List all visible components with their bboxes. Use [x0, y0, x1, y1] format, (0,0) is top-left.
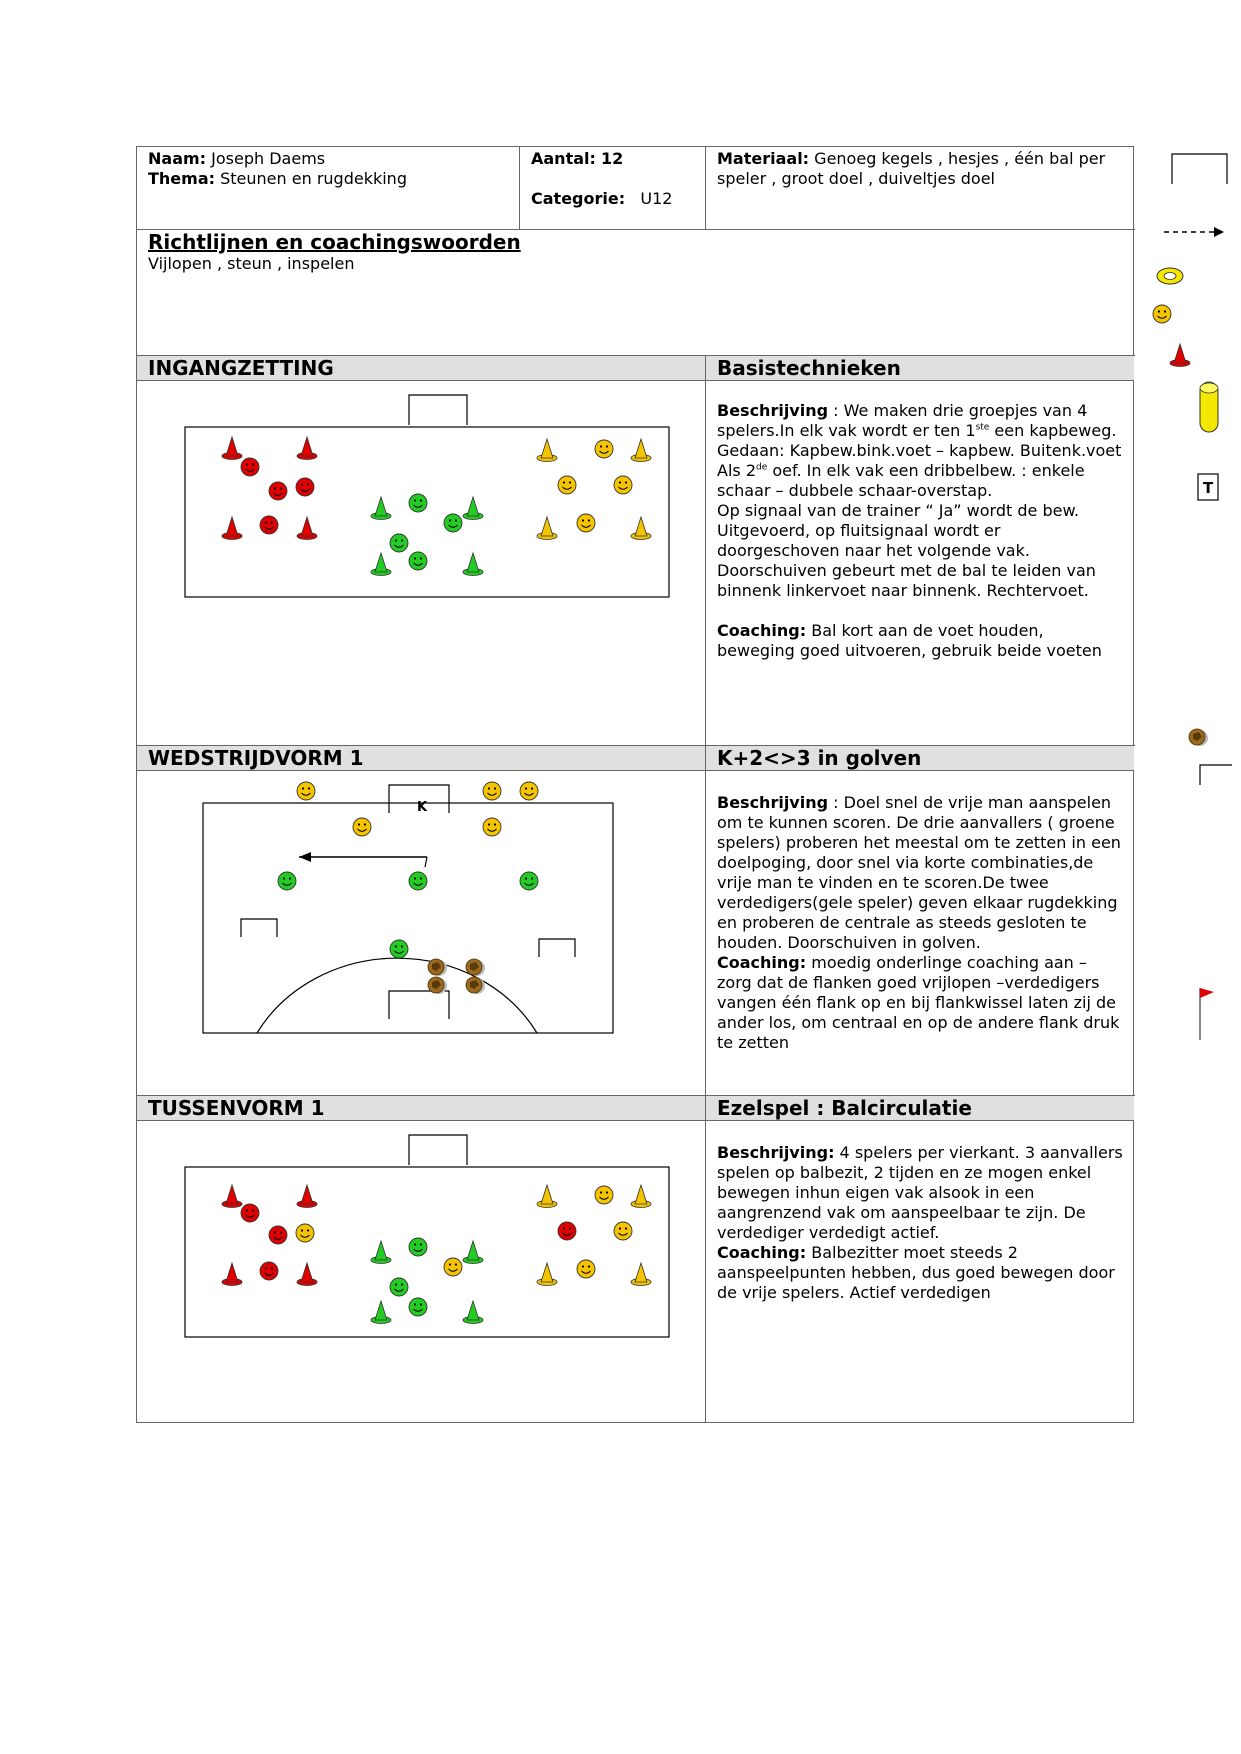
legend-arrow-head [1214, 227, 1224, 237]
red-cone [222, 437, 242, 460]
ball [466, 959, 485, 976]
green-cone [371, 1241, 391, 1264]
legend-ball-icon [1189, 729, 1208, 746]
green-player [390, 940, 408, 958]
section-3-header [137, 1096, 705, 1121]
red-cone [222, 1185, 242, 1208]
symbol-legend [1150, 140, 1240, 1040]
legend-flag-icon [1200, 988, 1214, 1040]
yellow-cone [537, 517, 557, 540]
green-player [409, 872, 427, 890]
green-player [444, 514, 462, 532]
ball [466, 977, 485, 994]
green-player [390, 534, 408, 552]
bottom-goal [389, 991, 449, 1019]
green-cone [463, 553, 483, 576]
guidelines-title: Richtlijnen en coachingswoorden [148, 230, 521, 254]
legend-player-icon [1153, 305, 1171, 323]
section-1-title: INGANGZETTING [148, 356, 334, 380]
yellow-cone [631, 1263, 651, 1286]
yellow-cone [631, 439, 651, 462]
legend-corner-icon [1200, 765, 1232, 785]
session-sheet [136, 146, 1134, 1423]
red-player [241, 458, 259, 476]
arrow-tail [425, 857, 427, 867]
green-player [409, 494, 427, 512]
keeper-mark: K [417, 800, 428, 815]
ball [428, 959, 447, 976]
section-2-subtitle: K+2<>3 in golven [717, 746, 922, 770]
green-player [409, 1238, 427, 1256]
aantal-label: Aantal: [531, 149, 596, 168]
section-3-subtitle: Ezelspel : Balcirculatie [717, 1096, 972, 1120]
red-player [296, 478, 314, 496]
green-player [520, 872, 538, 890]
yellow-cone [631, 517, 651, 540]
green-player [409, 1298, 427, 1316]
red-cone [222, 517, 242, 540]
green-player [278, 872, 296, 890]
yellow-cone [537, 1185, 557, 1208]
section-3-title: TUSSENVORM 1 [148, 1096, 325, 1120]
red-player [269, 1226, 287, 1244]
green-cone [463, 1241, 483, 1264]
yellow-player [483, 818, 501, 836]
red-player [558, 1222, 576, 1240]
materiaal-label: Materiaal: [717, 149, 810, 168]
green-cone [371, 553, 391, 576]
legend-cone-icon [1170, 344, 1190, 367]
section-2-subheader [706, 746, 1134, 771]
yellow-player [577, 514, 595, 532]
section-1-desc-label: Beschrijving [717, 401, 829, 420]
yellow-cone [631, 1185, 651, 1208]
red-player [260, 516, 278, 534]
section-1-description: Beschrijving : We maken drie groepjes van 4 spelers.In elk vak wordt er ten 1ste een kapbeweg. Gedaan: Kapbew.bink.voet – kapbew. Buitenk.voet Als 2de oef. In elk vak een dribbelbew. : enkele schaar – dubbele schaar-overstap. Op signaal van de trainer “ Ja” wordt de bew. Uitgevoerd, op fluitsignaal wordt er doorgeschoven naar het volgende vak. Doorschuiven gebeurt met de bal te leiden van binnenk linkervoet naar binnenk. Rechtervoet. Coaching: Bal kort aan de voet houden, beweging goed uitvoeren, gebruik beide voeten [717, 401, 1122, 660]
yellow-player [595, 1186, 613, 1204]
section-2-desc-label: Beschrijving [717, 793, 829, 812]
red-player [260, 1262, 278, 1280]
naam-value: Joseph Daems [211, 149, 326, 168]
tussenvorm-diagram [137, 1121, 705, 1423]
pitch [203, 803, 613, 1033]
green-cone [371, 1301, 391, 1324]
section-2-header [137, 746, 705, 771]
section-3-desc-label: Beschrijving: [717, 1143, 835, 1162]
yellow-player [614, 1222, 632, 1240]
green-player [409, 552, 427, 570]
section-3-subheader [706, 1096, 1134, 1121]
yellow-player [595, 440, 613, 458]
red-cone [297, 1185, 317, 1208]
red-cone [222, 1263, 242, 1286]
arrow-head [299, 852, 311, 862]
section-1-subheader [706, 356, 1134, 381]
header-name-cell [137, 147, 520, 229]
guidelines-cell [137, 230, 1134, 356]
yellow-player [444, 1258, 462, 1276]
yellow-player [297, 782, 315, 800]
yellow-cone [537, 439, 557, 462]
section-2-description: Beschrijving : Doel snel de vrije man aanspelen om te kunnen scoren. De drie aanvallers ( groene spelers) proberen het meestal om te zetten in een doelpoging, door snel via korte combinaties,de vrije man te vinden en te scoren.De twee verdedigers(gele speler) geven elkaar rugdekking en proberen de centrale as steeds gesloten te houden. Doorschuiven in golven. Coaching: moedig onderlinge coaching aan – zorg dat de flanken goed vrijlopen –verdedigers vangen één flank op en bij flankwissel laten zij de ander los, om centraal en op de andere flank druk te zetten [717, 793, 1121, 1052]
section-3-description: Beschrijving: 4 spelers per vierkant. 3 aanvallers spelen op balbezit, 2 tijden en ze mogen enkel bewegen inhun eigen vak alsook in een aangrenzend vak om aanspeelbaar te zijn. De verdediger verdedigt actief. Coaching: Balbezitter moet steeds 2 aanspeelpunten hebben, dus goed bewegen door de vrije spelers. Actief verdedigen [717, 1143, 1123, 1302]
green-cone [463, 497, 483, 520]
green-cone [371, 497, 391, 520]
ball [428, 977, 447, 994]
wedstrijdvorm-diagram [137, 771, 705, 1095]
red-cone [297, 437, 317, 460]
red-cone [297, 1263, 317, 1286]
yellow-player [353, 818, 371, 836]
legend-pole-icon [1200, 382, 1218, 432]
green-player [390, 1278, 408, 1296]
red-cone [297, 517, 317, 540]
aantal-value: 12 [601, 149, 624, 168]
yellow-player [558, 476, 576, 494]
guidelines-text: Vijlopen , steun , inspelen [148, 254, 355, 273]
yellow-cone [537, 1263, 557, 1286]
materiaal-value: Genoeg kegels , hesjes , één bal per speler , groot doel , duiveltjes doel [717, 149, 1106, 188]
legend-trainer-mark: T [1203, 479, 1214, 497]
green-cone [463, 1301, 483, 1324]
yellow-player [296, 1224, 314, 1242]
header-count-cell [520, 147, 706, 229]
naam-label: Naam: [148, 149, 207, 168]
thema-value: Steunen en rugdekking [220, 169, 407, 188]
section-1-header [137, 356, 705, 381]
yellow-player [577, 1260, 595, 1278]
goal [409, 395, 467, 425]
ingangzetting-diagram [137, 381, 705, 745]
left-mini-goal [241, 919, 277, 937]
yellow-player [520, 782, 538, 800]
legend-goal-icon [1172, 154, 1227, 184]
section-2-coach-label: Coaching: [717, 953, 807, 972]
header-material-cell [706, 147, 1134, 229]
categorie-label: Categorie: [531, 189, 626, 208]
section-1-subtitle: Basistechnieken [717, 356, 901, 380]
thema-label: Thema: [148, 169, 216, 188]
penalty-arc [257, 958, 537, 1033]
categorie-value: U12 [640, 189, 673, 208]
yellow-player [614, 476, 632, 494]
section-3-coach-label: Coaching: [717, 1243, 807, 1262]
goal [409, 1135, 467, 1165]
red-player [241, 1204, 259, 1222]
red-player [269, 482, 287, 500]
section-1-coach-label: Coaching: [717, 621, 807, 640]
right-mini-goal [539, 939, 575, 957]
yellow-player [483, 782, 501, 800]
section-2-title: WEDSTRIJDVORM 1 [148, 746, 364, 770]
